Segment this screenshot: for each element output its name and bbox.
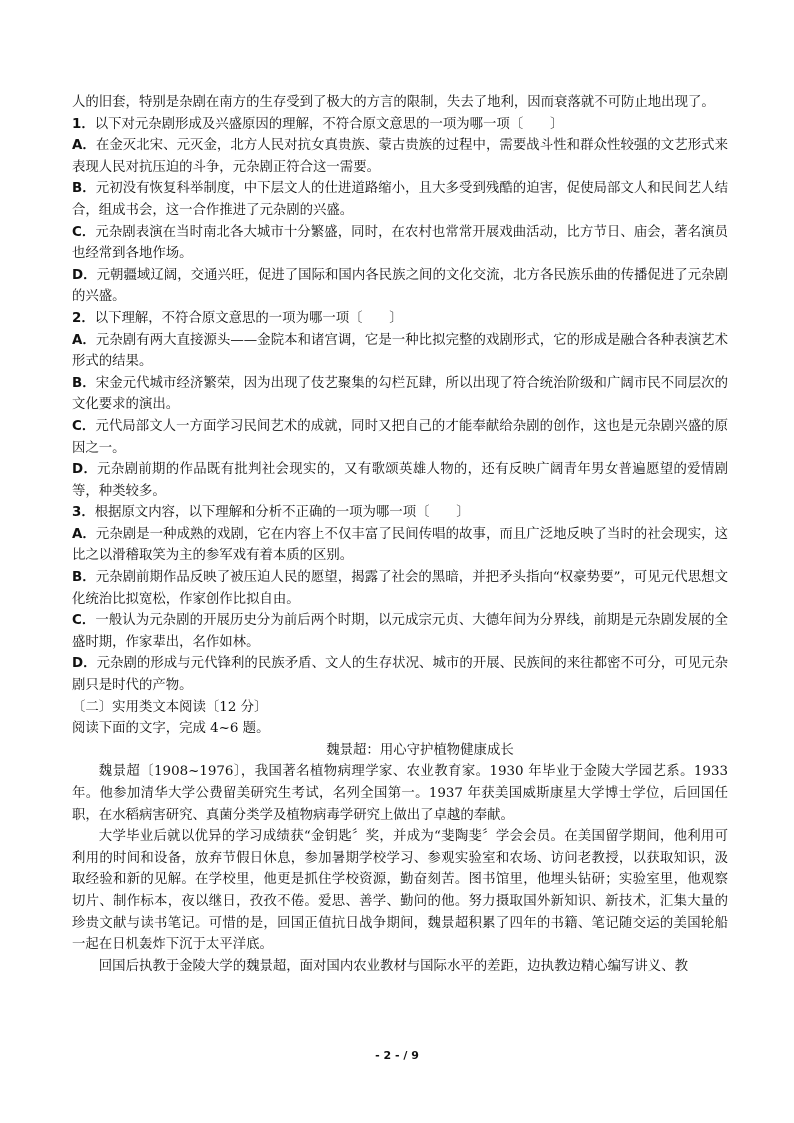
page-number: - 2 - / 9 (375, 1049, 419, 1062)
article-paragraph: 大学毕业后就以优异的学习成绩获“金钥匙〞奖，并成为“斐陶斐〞学会会员。在美国留学期间，他利用可利用的时间和设备，放弃节假日休息，参加暑期学校学习、参观实验室和农场、访问老教授，以获取知识，汲取经验和新的见解。在学校里，他更是抓住学校资源，勤奋刻苦。图书馆里，他埋头钻研；实验室里，他观察切片、制作标本，夜以继日，孜孜不倦。爱思、善学、勤问的他。努力摄取国外新知识、新技术，汇集大量的珍贵文献与读书笔记。可惜的是，回国正值抗日战争期间，魏景超积累了四年的书籍、笔记随交运的美国轮船一起在日机轰炸下沉于太平洋底。 (72, 829, 728, 953)
option-b: B．元杂剧前期作品反映了被压迫人民的愿望，揭露了社会的黑暗，并把矛头指向“权豪势要”，可见元代思想文化统治比拟宽松，作家创作比拟自由。 (72, 570, 728, 607)
question-number: 3． (72, 505, 95, 521)
page-content (72, 92, 728, 977)
option-b: B．宋金元代城市经济繁荣，因为出现了伎艺聚集的勾栏瓦肆，所以出现了符合统治阶级和广阔市民不同层次的文化要求的演出。 (72, 375, 728, 413)
question-stem: 3．根据原文内容，以下理解和分析不正确的一项为哪一项〔 〕 (72, 505, 470, 521)
option-c: C．元杂剧表演在当时南北各大城市十分繁盛，同时，在农村也常常开展戏曲活动，比方节日、庙会，著名演员也经常到各地作场。 (72, 224, 729, 262)
article-paragraph: 回国后执教于金陵大学的魏景超，面对国内农业教材与国际水平的差距，边执教边精心编写讲义、教 (98, 958, 688, 974)
question-1 (72, 114, 728, 308)
option-a: A．元杂剧是一种成熟的戏剧，它在内容上不仅丰富了民间传唱的故事，而且广泛地反映了当时的社会现实，这比之以滑稽取笑为主的参军戏有着本质的区别。 (72, 526, 728, 564)
option-c: C．一般认为元杂剧的开展历史分为前后两个时期，以元成宗元贞、大德年间为分界线，前期是元杂剧发展的全盛时期，作家辈出，名作如林。 (72, 613, 729, 650)
reading-instruction: 阅读下面的文字，完成 4~6 题。 (72, 721, 270, 737)
question-2 (72, 308, 728, 502)
question-stem: 1．以下对元杂剧形成及兴盛原因的理解，不符合原文意思的一项为哪一项〔 〕 (72, 116, 564, 132)
option-d: D．元杂剧的形成与元代锋利的民族矛盾、文人的生存状况、城市的开展、民族间的来往都密不可分，可见元杂剧只是时代的产物。 (72, 656, 729, 694)
question-number: 1． (72, 116, 95, 132)
option-a: A．在金灭北宋、元灭金，北方人民对抗女真贵族、蒙古贵族的过程中，需要战斗性和群众性较强的文艺形式来表现人民对抗压迫的斗争，元杂剧正符合这一需要。 (72, 138, 728, 175)
option-a: A．元杂剧有两大直接源头——金院本和诸宫调，它是一种比拟完整的戏剧形式，它的形成是融合各种表演艺术形式的结果。 (72, 332, 728, 370)
option-d: D．元杂剧前期的作品既有批判社会现实的，又有歌颂英雄人物的，还有反映广阔青年男女普遍愿望的爱情剧等，种类较多。 (72, 462, 728, 499)
option-b: B．元初没有恢复科举制度，中下层文人的仕进道路缩小，且大多受到残酷的迫害，促使局部文人和民间艺人结合，组成书会，这一合作推进了元杂剧的兴盛。 (72, 181, 728, 218)
question-stem: 2．以下理解，不符合原文意思的一项为哪一项〔 〕 (72, 310, 403, 326)
option-d: D．元朝疆域辽阔，交通兴旺，促进了国际和国内各民族之间的文化交流，北方各民族乐曲的传播促进了元杂剧的兴盛。 (72, 267, 729, 305)
question-3 (72, 502, 728, 696)
article-title: 魏景超：用心守护植物健康成长 (326, 742, 514, 758)
article-paragraph: 魏景超〔1908~1976〕，我国著名植物病理学家、农业教育家。1930 年毕业于金陵大学园艺系。1933 年。他参加清华大学公费留美研究生考试，名列全国第一。1937 年获美国威斯康星大学博士学位，后回国任职，在水稻病害研究、真菌分类学及植物病毒学研究上做出了卓越的奉献。 (72, 764, 728, 823)
option-c: C．元代局部文人一方面学习民间艺术的成就，同时又把自己的才能奉献给杂剧的创作，这也是元杂剧兴盛的原因之一。 (72, 418, 729, 456)
question-number: 2． (72, 310, 95, 326)
section-heading: 〔二〕实用类文本阅读〔12 分〕 (72, 699, 268, 715)
intro-tail-paragraph: 人的旧套，特别是杂剧在南方的生存受到了极大的方言的限制，失去了地利，因而衰落就不可防止地出现了。 (72, 95, 715, 110)
